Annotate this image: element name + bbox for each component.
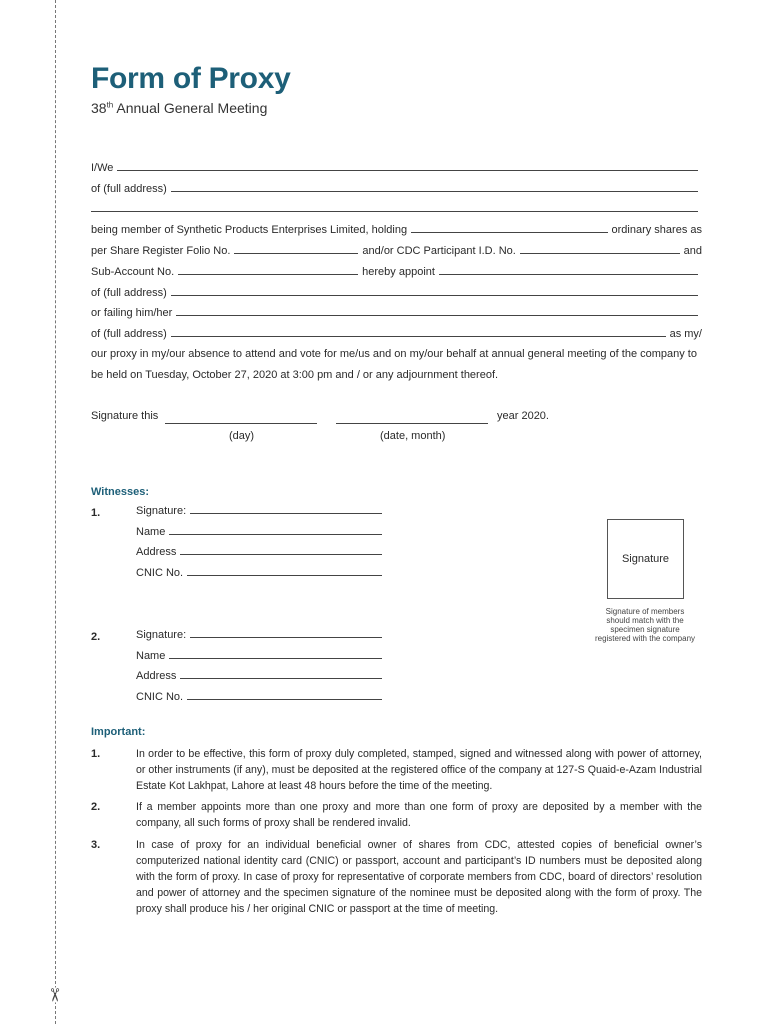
- important-3-text: In case of proxy for an individual beneficial owner of shares from CDC, attested copies of beneficial owner’s computerized national identity card (CNIC) or passport, account and participant’s ID numbers must be deposited along with the form of proxy. In case of proxy for representative of corporate members from CDC, board of directors’ resolution and power of attorney and the specimen signature of the nominee must be deposited along with the form of proxy. The proxy shall produce his / her original CNIC or passport at the time of meeting.: [136, 839, 702, 915]
- witness-2-signature-field[interactable]: [190, 636, 382, 638]
- witness-1-name-field[interactable]: [169, 533, 382, 535]
- witness-2-name-field[interactable]: [169, 657, 382, 659]
- witness-1-cnic-row: [136, 567, 386, 579]
- address-label-3: of (full address): [91, 328, 167, 340]
- page-subtitle: 38th Annual General Meeting: [91, 100, 268, 116]
- address-row-3: [91, 326, 702, 340]
- appointee-field[interactable]: [439, 273, 698, 275]
- year-label: year 2020.: [497, 410, 549, 422]
- important-2-text: If a member appoints more than one proxy and more than one form of proxy are deposited by a member with the company, all such forms of proxy shall be rendered invalid.: [136, 801, 702, 829]
- witness-2-number: 2.: [91, 631, 101, 643]
- cdc-field[interactable]: [520, 252, 680, 254]
- witness-2-name-label: Name: [136, 650, 166, 662]
- iwe-label: I/We: [91, 162, 114, 174]
- witness-2-address-row: [136, 670, 386, 682]
- witness-2-signature-label: Signature:: [136, 629, 187, 641]
- witness-1-cnic-label: CNIC No.: [136, 567, 184, 579]
- failing-label: or failing him/her: [91, 307, 173, 319]
- witness-1-signature-row: [136, 505, 386, 517]
- alternate-proxy-field[interactable]: [176, 314, 698, 316]
- folio-row: [91, 243, 702, 257]
- subaccount-field[interactable]: [178, 273, 358, 275]
- important-3-number: 3.: [91, 839, 101, 851]
- member-label: being member of Synthetic Products Enterprises Limited, holding: [91, 224, 408, 236]
- witnesses-heading: Witnesses:: [91, 486, 149, 498]
- address-field-2[interactable]: [171, 294, 698, 296]
- witness-2-address-label: Address: [136, 670, 177, 682]
- failing-row: [91, 305, 702, 319]
- witness-1-cnic-field[interactable]: [187, 574, 382, 576]
- signature-this-label: Signature this: [91, 410, 159, 422]
- important-heading: Important:: [91, 726, 146, 738]
- as-my-label: as my/: [669, 328, 702, 340]
- iwe-field[interactable]: [117, 169, 698, 171]
- day-caption: (day): [229, 430, 255, 442]
- address-field-1b[interactable]: [91, 210, 698, 212]
- cdc-label: and/or CDC Participant I.D. No.: [362, 245, 516, 257]
- witness-1-signature-field[interactable]: [190, 512, 382, 514]
- shares-label: ordinary shares as: [611, 224, 702, 236]
- date-month-field[interactable]: [336, 423, 488, 424]
- witness-1-name-label: Name: [136, 526, 166, 538]
- witness-2-cnic-label: CNIC No.: [136, 691, 184, 703]
- important-1-number: 1.: [91, 748, 101, 760]
- signature-box-label: Signature: [621, 553, 670, 565]
- cut-line: [55, 0, 56, 1024]
- shares-field[interactable]: [411, 231, 607, 233]
- witness-2-address-field[interactable]: [180, 677, 382, 679]
- witness-1-name-row: [136, 526, 386, 538]
- iwe-row: [91, 160, 702, 174]
- member-row: [91, 222, 702, 236]
- address-row-1b: [91, 201, 702, 215]
- witness-2-cnic-row: [136, 691, 386, 703]
- witness-1-address-label: Address: [136, 546, 177, 558]
- important-2-number: 2.: [91, 801, 101, 813]
- and-label: and: [683, 245, 702, 257]
- witness-1-address-field[interactable]: [180, 553, 382, 555]
- witness-2-signature-row: [136, 629, 386, 641]
- important-1-text: In order to be effective, this form of proxy duly completed, stamped, signed and witnessed along with power of attorney, or other instruments (if any), must be deposited at the registered office of the company at 127-S Quaid-e-Azam Industrial Estate Kot Lakhpat, Lahore at least 48 hours before the time of the meeting.: [136, 748, 702, 792]
- witness-2-cnic-field[interactable]: [187, 698, 382, 700]
- address-row-1: [91, 181, 702, 195]
- address-label-1: of (full address): [91, 183, 167, 195]
- witness-1-number: 1.: [91, 507, 101, 519]
- day-field[interactable]: [165, 423, 317, 424]
- address-row-2: [91, 285, 702, 299]
- member-signature-box[interactable]: [607, 519, 684, 599]
- address-field-1[interactable]: [171, 190, 698, 192]
- proxy-statement: our proxy in my/our absence to attend and vote for me/us and on my/our behalf at annual general meeting of the company to be held on Tuesday, October 27, 2020 at 3:00 pm and / or any adjournment thereof.: [91, 348, 697, 381]
- witness-1-signature-label: Signature:: [136, 505, 187, 517]
- page-title: Form of Proxy: [91, 62, 291, 95]
- folio-label: per Share Register Folio No.: [91, 245, 231, 257]
- folio-field[interactable]: [234, 252, 358, 254]
- scissors-icon: ✂: [44, 987, 65, 1003]
- date-month-caption: (date, month): [380, 430, 446, 442]
- subaccount-row: [91, 264, 702, 278]
- witness-1-address-row: [136, 546, 386, 558]
- witness-2-name-row: [136, 650, 386, 662]
- address-label-2: of (full address): [91, 287, 167, 299]
- appoint-label: hereby appoint: [362, 266, 435, 278]
- signature-note: Signature of members should match with the specimen signature registered with the company: [594, 607, 696, 643]
- address-field-3[interactable]: [171, 335, 666, 337]
- subaccount-label: Sub-Account No.: [91, 266, 175, 278]
